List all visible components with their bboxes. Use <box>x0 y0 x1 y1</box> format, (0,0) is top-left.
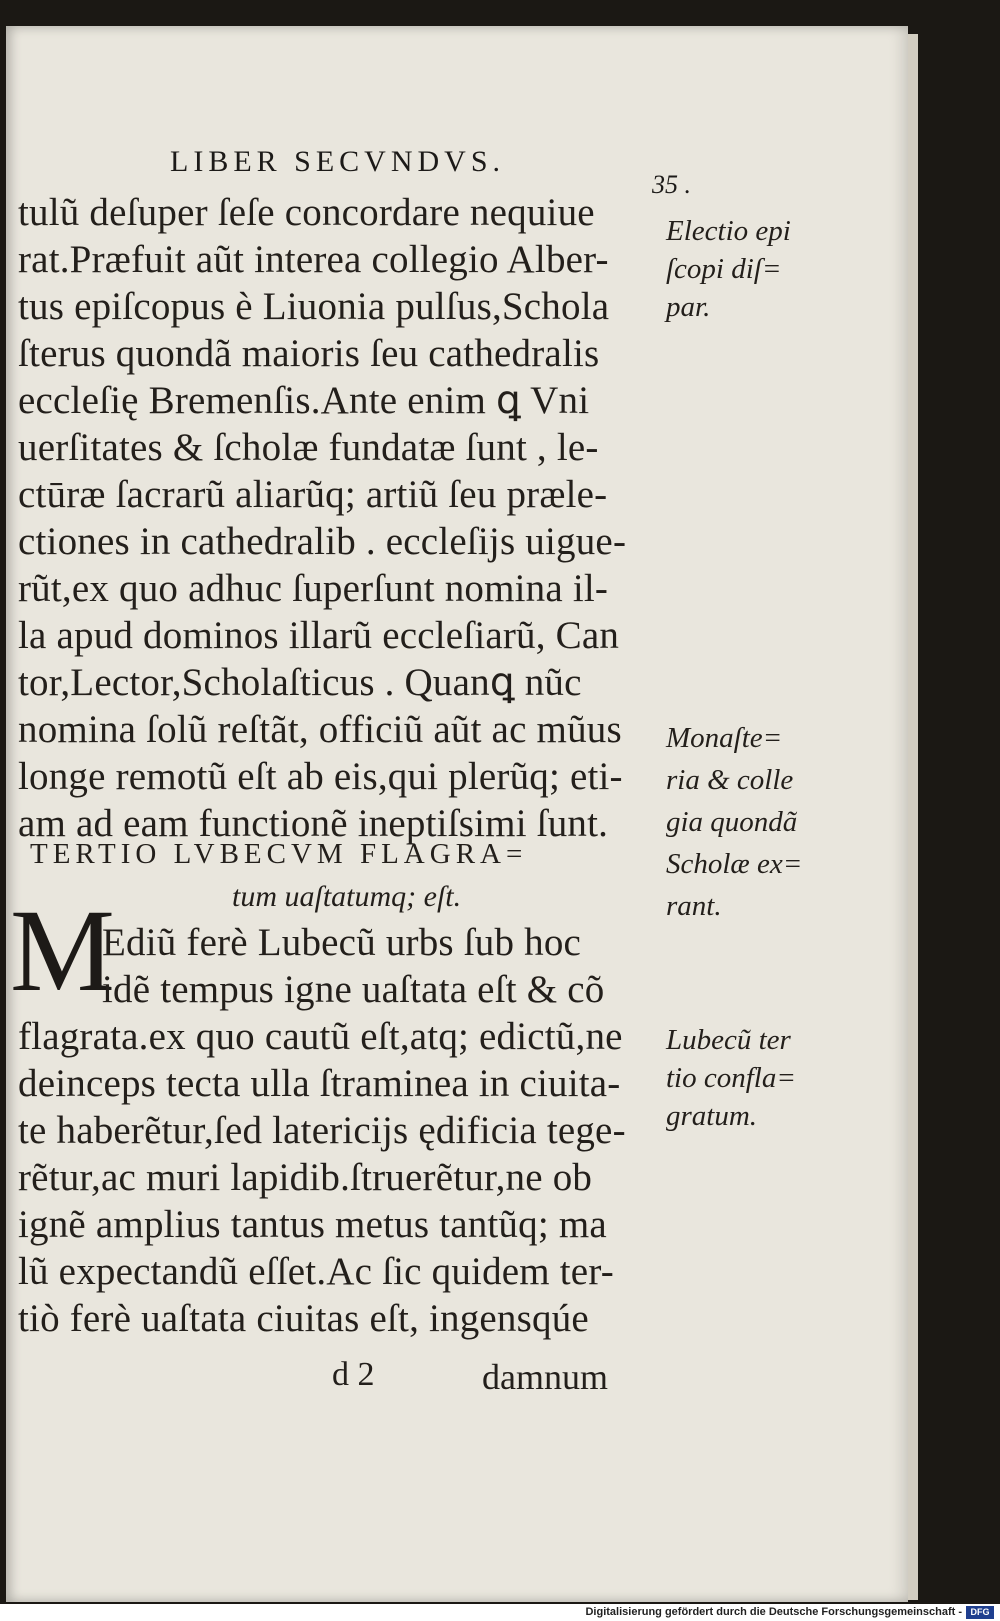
text-line: idẽ tempus igne uaſtata eſt & cõ <box>102 968 605 1011</box>
catchword: damnum <box>482 1357 608 1397</box>
footer-bar <box>0 1604 1000 1621</box>
margin-note-line: gratum. <box>666 1100 758 1132</box>
margin-note-line: Electio epi <box>666 215 791 247</box>
text-line: ſterus quondã maioris ſeu cathedralis <box>18 332 600 375</box>
text-line: lũ expectandũ eſſet.Ac ſic quidem ter- <box>18 1250 614 1293</box>
text-line: nomina ſolũ reſtãt, officiũ aũt ac mũus <box>18 708 622 751</box>
text-line: uerſitates & ſcholæ fundatæ ſunt , le- <box>18 426 599 469</box>
text-line: ctūræ ſacrarũ aliarũq; artiũ ſeu præle- <box>18 473 608 516</box>
margin-note-line: Lubecũ ter <box>666 1024 791 1056</box>
chapter-subtitle: tum uaſtatumq; eſt. <box>232 880 462 913</box>
text-line: ctiones in cathedralib . eccleſijs uigue- <box>18 520 627 563</box>
text-line: tulũ deſuper ſeſe concordare nequiue <box>18 191 595 234</box>
margin-note-line: par. <box>666 291 711 323</box>
text-line: tiò ferè uaſtata ciuitas eſt, ingensqúe <box>18 1297 589 1340</box>
text-line: Ediũ ferè Lubecũ urbs ſub hoc <box>102 921 582 964</box>
chapter-title: TERTIO LVBECVM FLAGRA= <box>30 838 528 870</box>
signature-mark: d 2 <box>332 1356 375 1393</box>
text-line: te haberẽtur,ſed latericijs ędificia tege- <box>18 1109 626 1152</box>
running-title: LIBER SECVNDVS. <box>170 145 506 178</box>
drop-capital: M <box>10 885 115 1016</box>
margin-note-line: rant. <box>666 890 722 922</box>
text-line: rat.Præfuit aũt interea collegio Alber- <box>18 238 609 281</box>
text-line: tus epiſcopus è Liuonia pulſus,Schola <box>18 285 610 328</box>
text-line: deinceps tecta ulla ſtraminea in ciuita- <box>18 1062 621 1105</box>
margin-note-line: gia quondã <box>666 806 798 838</box>
margin-note-line: tio confla= <box>666 1062 796 1094</box>
text-line: ignẽ amplius tantus metus tantũq; ma <box>18 1203 607 1246</box>
margin-note-line: ria & colle <box>666 764 794 796</box>
text-line: flagrata.ex quo cautũ eſt,atq; edictũ,ne <box>18 1015 623 1058</box>
text-line: am ad eam functionẽ ineptiſsimi ſunt. <box>18 802 609 845</box>
text-line: rẽtur,ac muri lapidib.ſtruerẽtur,ne ob <box>18 1156 593 1199</box>
margin-note-line: ſcopi diſ= <box>666 253 782 285</box>
text-line: longe remotũ eſt ab eis,qui plerũq; eti- <box>18 755 623 798</box>
funding-credit: Digitalisierung gefördert durch die Deutsche Forschungsgemeinschaft - <box>585 1606 962 1618</box>
margin-note-line: Monaſte= <box>666 722 783 754</box>
text-line: rũt,ex quo adhuc ſuperſunt nomina il- <box>18 567 609 610</box>
text-line: eccleſię Bremenſis.Ante enim ꝗ Vni <box>18 379 590 422</box>
text-line: tor,Lector,Scholaſticus . Quanꝗ nũc <box>18 661 582 704</box>
text-line: la apud dominos illarũ eccleſiarũ, Can <box>18 614 620 657</box>
dfg-logo: DFG <box>966 1606 994 1619</box>
margin-note-line: Scholæ ex= <box>666 848 803 880</box>
folio-number: 35 . <box>652 170 691 199</box>
page-edge <box>908 34 918 1600</box>
